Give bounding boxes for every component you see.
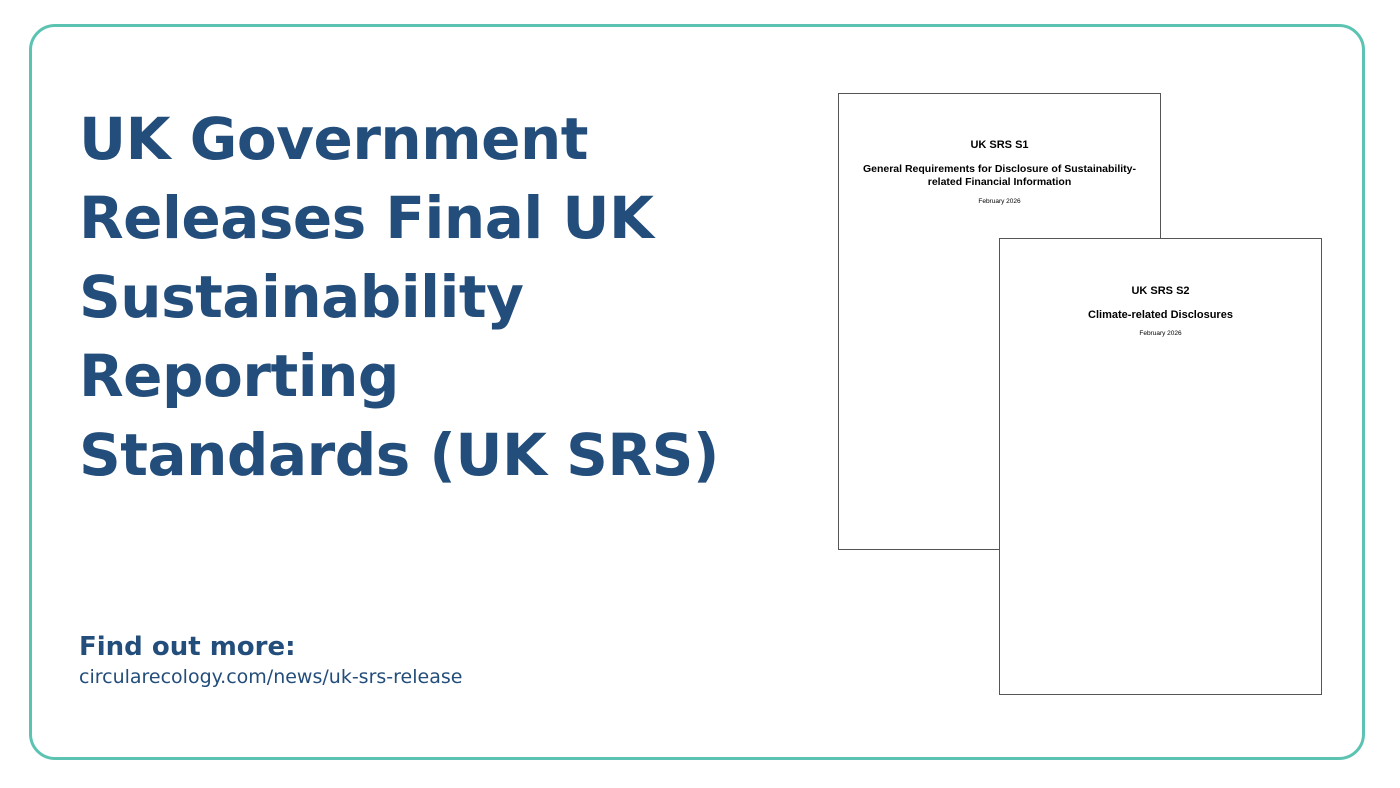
document-title: General Requirements for Disclosure of Sustainability-related Financial Information	[862, 163, 1137, 188]
headline	[79, 100, 779, 495]
headline-line-4: Reporting	[79, 342, 399, 410]
document-code: UK SRS S2	[1131, 285, 1190, 297]
document-date: February 2026	[978, 198, 1021, 205]
article-link[interactable]: circularecology.com/news/uk-srs-release	[79, 666, 463, 688]
document-cover-s2	[999, 238, 1322, 695]
headline-line-2: Releases Final UK	[79, 184, 654, 252]
headline-line-3: Sustainability	[79, 263, 524, 331]
headline-line-1: UK Government	[79, 105, 589, 173]
document-code: UK SRS S1	[970, 139, 1029, 151]
document-title: Climate-related Disclosures	[1088, 309, 1233, 321]
document-date: February 2026	[1139, 330, 1182, 337]
find-out-more-label: Find out more:	[79, 632, 296, 662]
headline-line-5: Standards (UK SRS)	[79, 421, 719, 489]
